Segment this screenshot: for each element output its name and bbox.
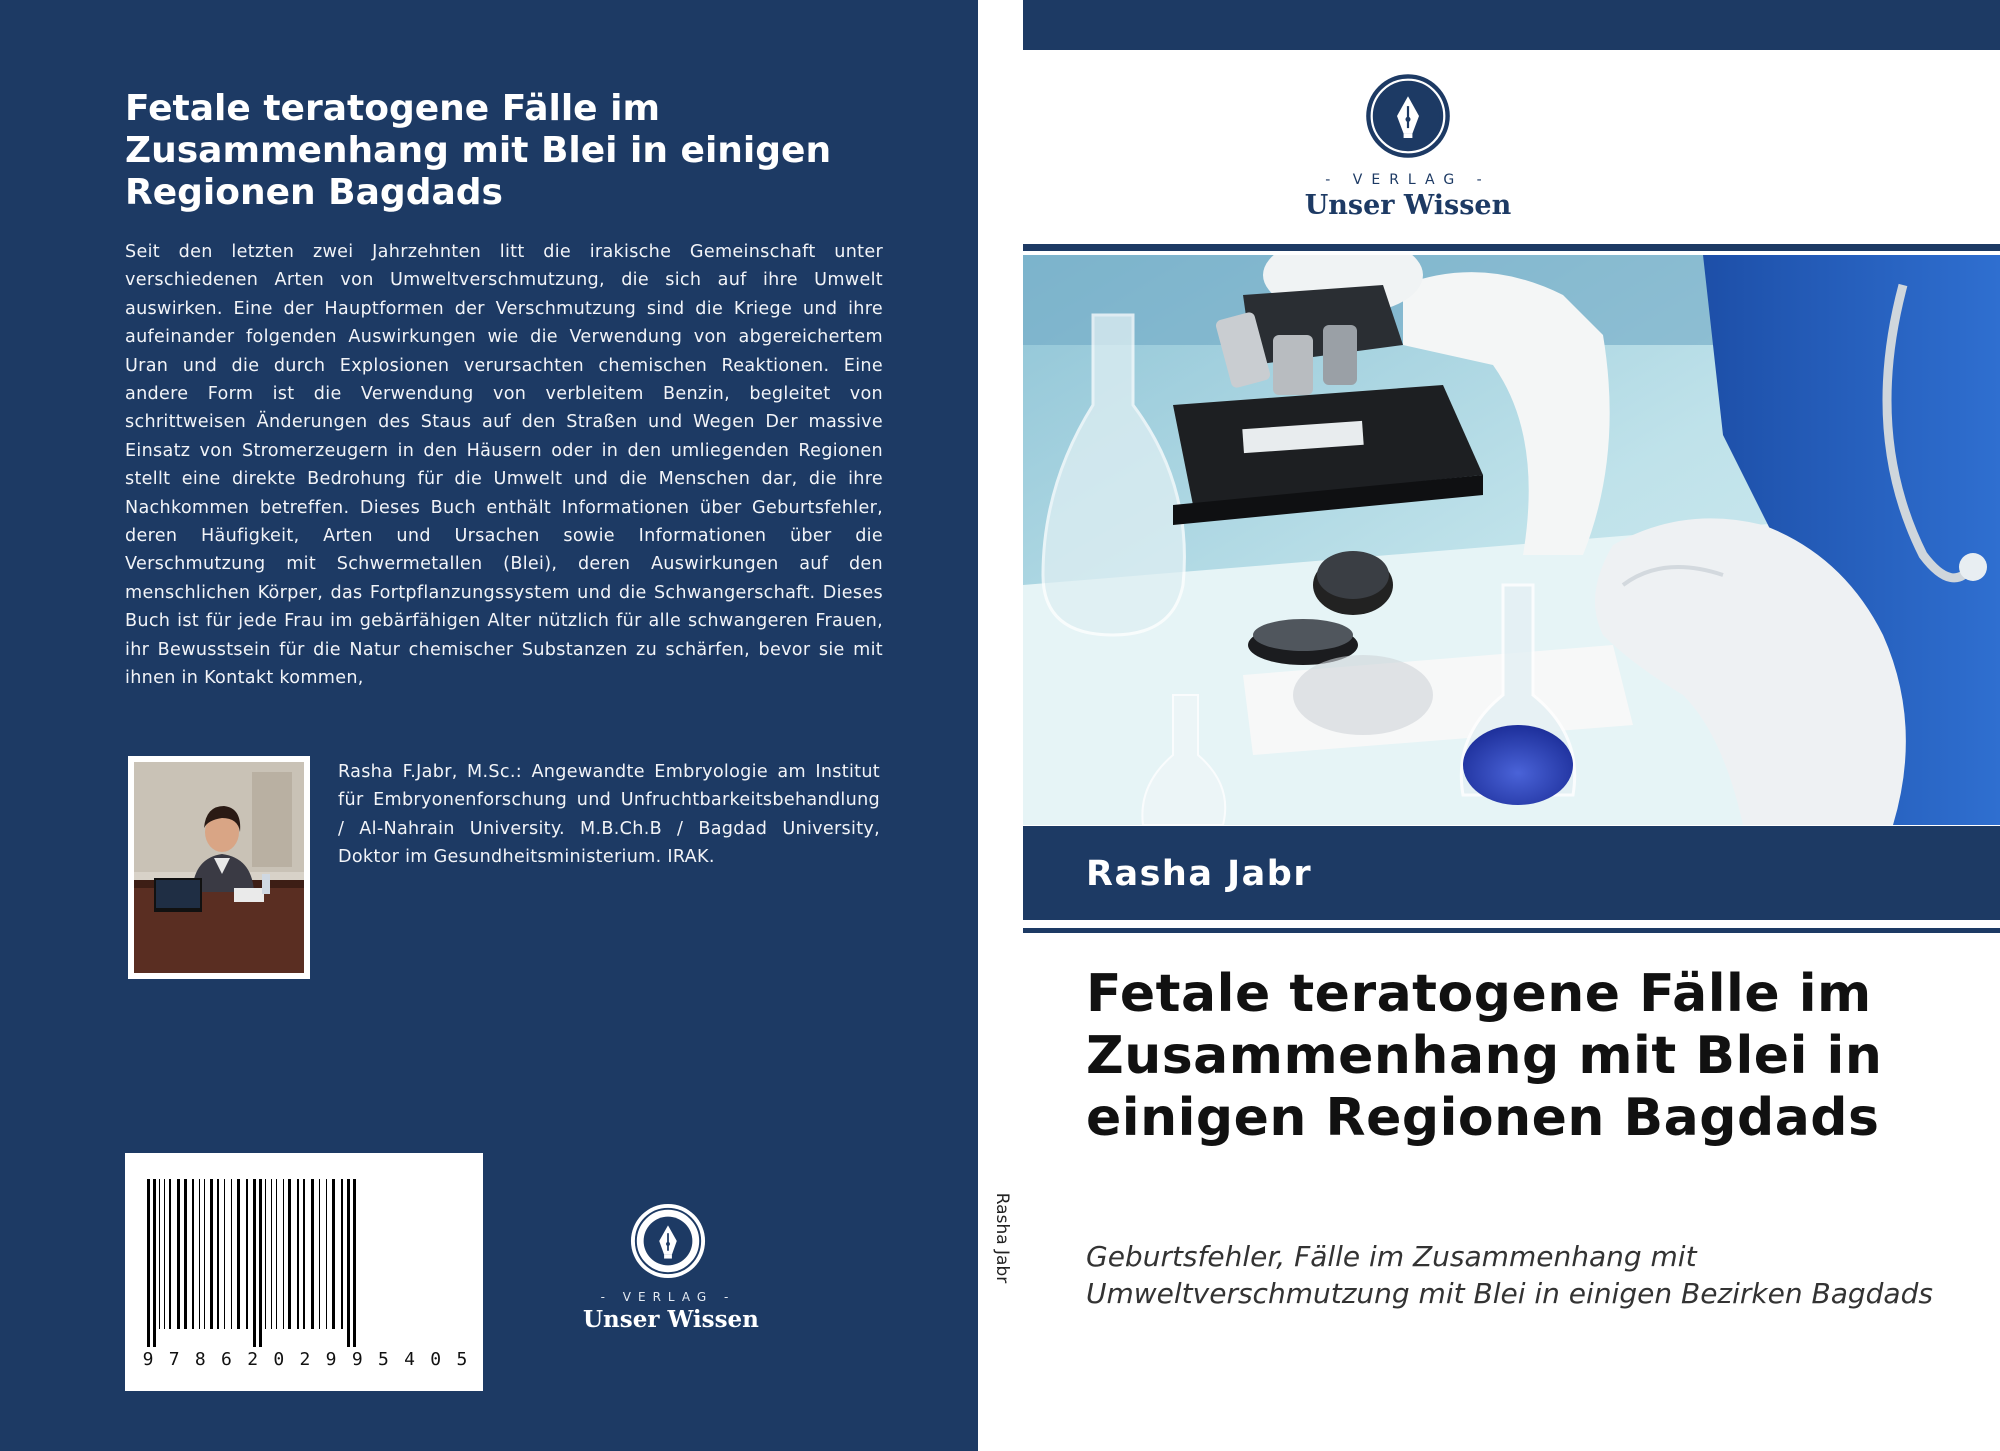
isbn-digit: 9	[325, 1349, 337, 1370]
isbn-digit: 6	[221, 1349, 232, 1370]
microscope-photo-image	[1023, 255, 2000, 825]
isbn-digit: 7	[168, 1349, 180, 1370]
front-publisher-name: Unser Wissen	[1304, 190, 1512, 221]
isbn-digit: 0	[430, 1349, 442, 1370]
barcode-icon	[143, 1179, 465, 1347]
author-bio: Rasha F.Jabr, M.Sc.: Angewandte Embryologie am Institut für Embryonenforschung und Unfruchtbarkeitsbehandlung / Al-Nahrain University. M.B.Ch.B / Bagdad University, Doktor im Gesundheitsministerium. IRAK.	[338, 762, 880, 868]
front-publisher-logo	[1288, 72, 1528, 221]
cover-photo-microscope	[1023, 255, 2000, 825]
back-cover-title: Fetale teratogene Fälle im Zusammenhang mit Blei in einigen Regionen Bagdads	[125, 88, 832, 213]
isbn-digit: 9	[142, 1349, 154, 1370]
isbn-digit: 9	[351, 1349, 363, 1370]
isbn-digit: 0	[273, 1349, 285, 1370]
front-cover	[1023, 0, 2000, 1451]
front-top-bar	[1023, 0, 2000, 50]
isbn-number	[135, 1349, 475, 1370]
isbn-barcode	[125, 1153, 483, 1391]
front-author-band	[1023, 826, 2000, 920]
back-cover-blurb: Seit den letzten zwei Jahrzehnten litt die irakische Gemeinschaft unter verschiedenen Arten von Umweltverschmutzung, die sich auf ihre Umwelt auswirken. Eine der Hauptformen der Verschmutzung sind die Kriege und ihre aufeinander folgenden Auswirkungen wie die Verwendung von abgereichertem Uran und die durch Explosionen verursachten chemischen Reaktionen. Eine andere Form ist die Verwendung von verbleitem Benzin, begleitet von schrittweisen Änderungen des Staus auf den Straßen und Wegen Der massive Einsatz von Stromerzeugern in den Häusern oder in den umliegenden Regionen stellt eine direkte Bedrohung für die Umwelt und die Menschen dar, die ihre Nachkommen betreffen. Dieses Buch enthält Informationen über Geburtsfehler, deren Häufigkeit, Arten und Ursachen sowie Informationen über die Verschmutzung mit Schwermetallen (Blei), deren Auswirkungen auf den menschlichen Körper, das Fortpflanzungssystem und die Schwangerschaft. Dieses Buch ist für jede Frau im gebärfähigen Alter nützlich für alle schwangeren Frauen, ihr Bewusstsein für die Natur chemischer Substanzen zu schärfen, bevor sie mit ihnen in Kontakt kommen,	[125, 242, 883, 689]
fountain-pen-nib-seal-icon	[629, 1202, 707, 1280]
isbn-digit: 5	[456, 1349, 468, 1370]
back-cover	[0, 0, 978, 1451]
isbn-digit: 2	[247, 1349, 259, 1370]
author-band-rule	[1023, 928, 2000, 933]
front-author-name: Rasha Jabr	[1086, 854, 1313, 894]
isbn-digit: 5	[377, 1349, 389, 1370]
isbn-digit: 8	[194, 1349, 206, 1370]
back-publisher-logo	[583, 1202, 759, 1333]
author-photo-image	[134, 762, 304, 973]
author-photo	[128, 756, 310, 979]
fountain-pen-nib-seal-icon	[1364, 72, 1452, 160]
back-publisher-verlag: - VERLAG -	[600, 1290, 736, 1304]
back-publisher-name: Unser Wissen	[583, 1306, 759, 1333]
front-cover-title: Fetale teratogene Fälle im Zusammenhang mit Blei in einigen Regionen Bagdads	[1086, 964, 1883, 1148]
isbn-digit: 2	[299, 1349, 311, 1370]
isbn-digit: 4	[404, 1349, 415, 1370]
spine-author: Rasha Jabr	[992, 1192, 1012, 1284]
front-publisher-verlag: - VERLAG -	[1325, 172, 1491, 188]
front-cover-subtitle: Geburtsfehler, Fälle im Zusammenhang mit Umweltverschmutzung mit Blei in einigen Bezirken Bagdads	[1086, 1240, 1933, 1310]
photo-top-rule	[1023, 244, 2000, 251]
